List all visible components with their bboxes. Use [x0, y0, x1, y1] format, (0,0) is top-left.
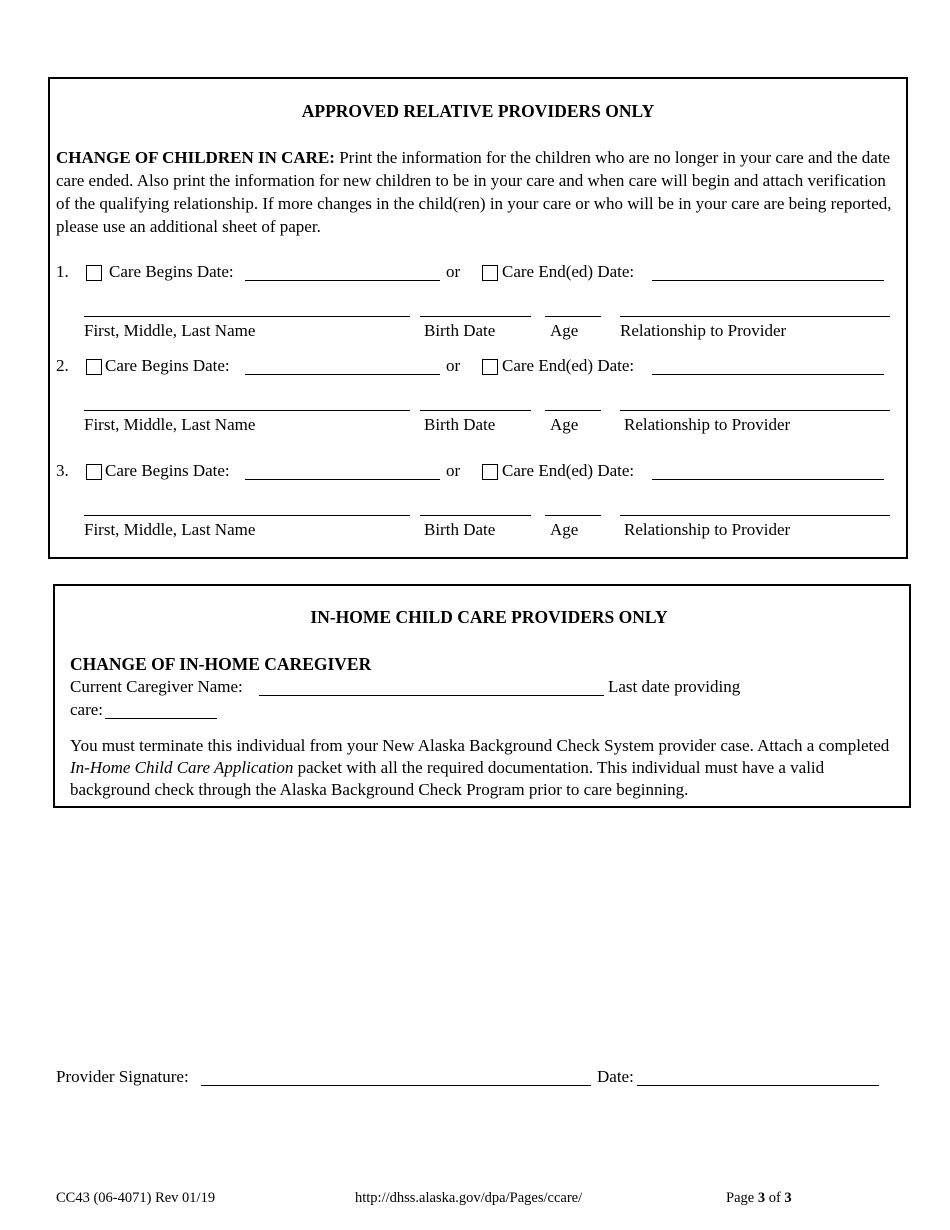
care-begins-checkbox[interactable]: [86, 265, 102, 281]
age-field[interactable]: [545, 298, 601, 317]
entry-number: 3.: [56, 461, 69, 480]
care-ended-label: Care End(ed) Date:: [502, 461, 635, 480]
age-field[interactable]: [545, 497, 601, 516]
section2-body-post: packet with all the required documentation. This individual must have a valid background check through the Alaska Background Check Program prior to care beginning.: [70, 758, 825, 799]
form-id: CC43 (06-4071) Rev 01/19: [56, 1190, 216, 1206]
name-label: First, Middle, Last Name: [84, 415, 256, 434]
care-ended-label: Care End(ed) Date:: [502, 356, 635, 375]
footer-url[interactable]: http://dhss.alaska.gov/dpa/Pages/ccare/: [355, 1190, 583, 1206]
provider-signature-label: Provider Signature:: [56, 1067, 189, 1086]
age-label: Age: [550, 415, 579, 434]
child-name-field[interactable]: [84, 497, 410, 516]
care-label: care:: [70, 700, 104, 719]
relationship-field[interactable]: [620, 497, 890, 516]
entry-number: 2.: [56, 356, 69, 375]
relationship-field[interactable]: [620, 392, 890, 411]
last-care-date-field[interactable]: [105, 700, 217, 719]
section1-instructions: [56, 146, 896, 238]
current-page: 3: [757, 1190, 766, 1206]
of-word: of: [765, 1190, 785, 1206]
section2-body-pre: You must terminate this individual from your New Alaska Background Check System provider case. Attach a completed: [70, 736, 890, 755]
birth-date-label: Birth Date: [424, 520, 496, 539]
relationship-label: Relationship to Provider: [620, 321, 787, 340]
care-begins-date-field[interactable]: [245, 461, 440, 480]
section1-lead: CHANGE OF CHILDREN IN CARE:: [56, 148, 335, 167]
birth-date-field[interactable]: [420, 298, 531, 317]
birth-date-field[interactable]: [420, 392, 531, 411]
or-label: or: [446, 262, 461, 281]
care-ended-label: Care End(ed) Date:: [502, 262, 635, 281]
care-begins-date-field[interactable]: [245, 262, 440, 281]
relationship-label: Relationship to Provider: [624, 415, 791, 434]
care-begins-label: Care Begins Date:: [105, 356, 230, 375]
application-name: In-Home Child Care Application: [70, 758, 294, 777]
birth-date-field[interactable]: [420, 497, 531, 516]
current-caregiver-field[interactable]: [259, 677, 604, 696]
care-begins-checkbox[interactable]: [86, 464, 102, 480]
care-ended-checkbox[interactable]: [482, 265, 498, 281]
last-date-label: Last date providing: [608, 677, 741, 696]
section2-instructions: [70, 735, 900, 801]
care-begins-date-field[interactable]: [245, 356, 440, 375]
care-begins-label: Care Begins Date:: [109, 262, 234, 281]
section2-title: IN-HOME CHILD CARE PROVIDERS ONLY: [310, 607, 668, 627]
relationship-label: Relationship to Provider: [624, 520, 791, 539]
entry-number: 1.: [56, 262, 69, 281]
name-label: First, Middle, Last Name: [84, 520, 256, 539]
signature-date-field[interactable]: [637, 1067, 879, 1086]
section2-heading: CHANGE OF IN-HOME CAREGIVER: [70, 654, 372, 674]
care-begins-label: Care Begins Date:: [105, 461, 230, 480]
section1-body: Print the information for the children who are no longer in your care and the date care ended. Also print the information for new children to be in your care and when care will begin and attach verification of the qualifying relationship. If more changes in the child(ren) in your care or who will be in your care are being reported, please use an additional sheet of paper.: [56, 148, 892, 236]
age-label: Age: [550, 321, 579, 340]
care-ended-checkbox[interactable]: [482, 464, 498, 480]
birth-date-label: Birth Date: [424, 415, 496, 434]
birth-date-label: Birth Date: [424, 321, 496, 340]
care-begins-checkbox[interactable]: [86, 359, 102, 375]
age-label: Age: [550, 520, 579, 539]
page-word: Page: [726, 1190, 758, 1206]
care-ended-date-field[interactable]: [652, 461, 884, 480]
child-name-field[interactable]: [84, 392, 410, 411]
provider-signature-field[interactable]: [201, 1067, 591, 1086]
or-label: or: [446, 461, 461, 480]
current-caregiver-label: Current Caregiver Name:: [70, 677, 243, 696]
total-pages: 3: [784, 1190, 792, 1206]
relationship-field[interactable]: [620, 298, 890, 317]
care-ended-date-field[interactable]: [652, 262, 884, 281]
section1-title: APPROVED RELATIVE PROVIDERS ONLY: [301, 101, 655, 121]
age-field[interactable]: [545, 392, 601, 411]
or-label: or: [446, 356, 461, 375]
child-name-field[interactable]: [84, 298, 410, 317]
care-ended-date-field[interactable]: [652, 356, 884, 375]
name-label: First, Middle, Last Name: [84, 321, 256, 340]
care-ended-checkbox[interactable]: [482, 359, 498, 375]
signature-date-label: Date:: [597, 1067, 634, 1086]
page-number: [726, 1190, 792, 1207]
